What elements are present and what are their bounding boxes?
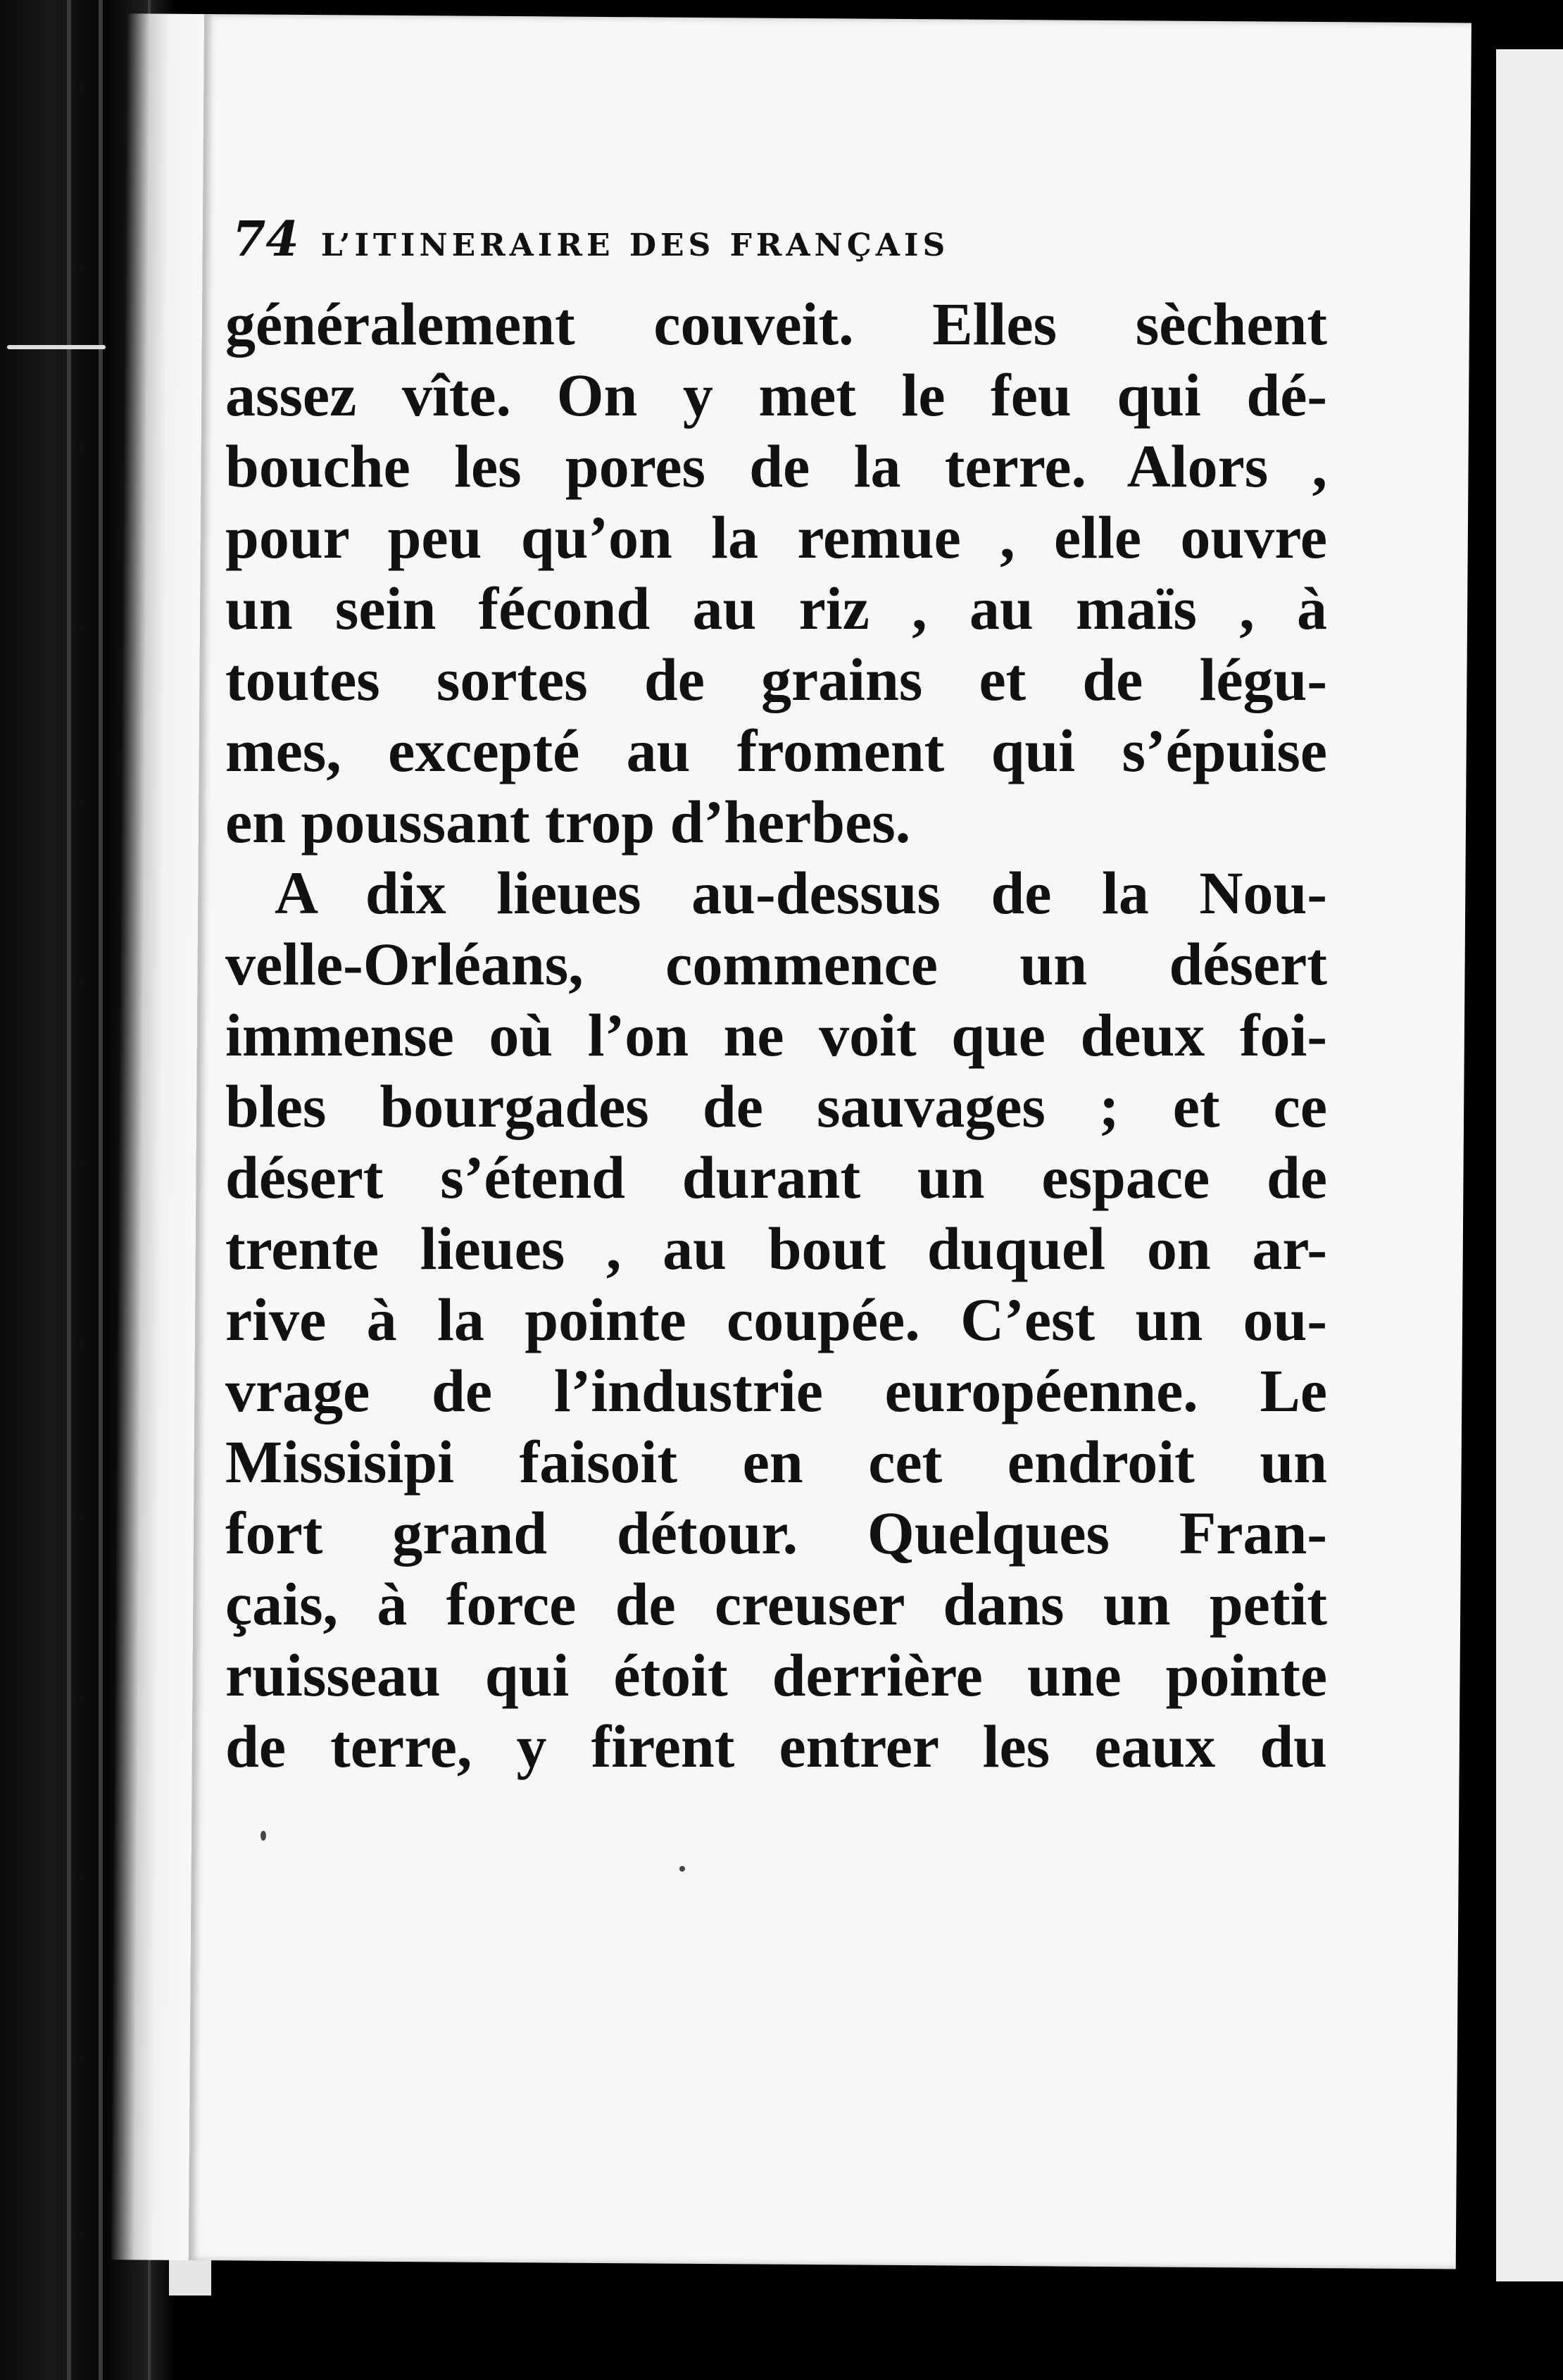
text-line: toutes sortes de grains et de légu- xyxy=(225,646,1327,713)
paper-speck xyxy=(260,1831,266,1841)
text-line: généralement couveit. Elles sèchent xyxy=(225,290,1327,358)
text-line: de terre, y firent entrer les eaux du xyxy=(225,1712,1327,1780)
text-line: fort grand détour. Quelques Fran- xyxy=(225,1499,1327,1567)
text-line: en poussant trop d’herbes. xyxy=(225,788,911,856)
text-line: bouche les pores de la terre. Alors , xyxy=(225,432,1327,500)
adjacent-page-edge xyxy=(1496,49,1563,2281)
text-line: mes, excepté au froment qui s’épuise xyxy=(225,717,1327,784)
paper-speck xyxy=(679,1866,685,1872)
text-line: çais, à force de creuser dans un petit xyxy=(225,1570,1327,1638)
binding-line xyxy=(67,0,71,2380)
text-line: bles bourgades de sauvages ; et ce xyxy=(225,1072,1327,1140)
text-line: Missisipi faisoit en cet endroit un xyxy=(225,1428,1327,1496)
text-line: velle-Orléans, commence un désert xyxy=(225,930,1327,998)
page-header xyxy=(232,211,1274,268)
page-right-gutter xyxy=(1471,42,1493,2281)
running-title: L’ITINERAIRE DES FRANÇAIS xyxy=(320,227,950,263)
page-number: 74 xyxy=(232,211,299,268)
text-line: rive à la pointe coupée. C’est un ou- xyxy=(225,1286,1327,1353)
text-line: pour peu qu’on la remue , elle ouvre xyxy=(225,503,1327,571)
text-line: un sein fécond au riz , au maïs , à xyxy=(225,575,1327,642)
text-line: immense où l’on ne voit que deux foi- xyxy=(225,1001,1327,1069)
text-line: ruisseau qui étoit derrière une pointe xyxy=(225,1641,1327,1709)
binding-line xyxy=(99,0,103,2380)
text-line: désert s’étend durant un espace de xyxy=(225,1144,1327,1211)
body-text xyxy=(225,289,1327,1782)
scan-mark xyxy=(7,345,106,349)
text-line: assez vîte. On y met le feu qui dé- xyxy=(225,361,1327,429)
text-line: trente lieues , au bout duquel on ar- xyxy=(225,1215,1327,1282)
page-left-edge xyxy=(111,13,204,2260)
text-line: vrage de l’industrie européenne. Le xyxy=(225,1357,1327,1424)
text-line: A dix lieues au-dessus de la Nou- xyxy=(275,859,1327,927)
